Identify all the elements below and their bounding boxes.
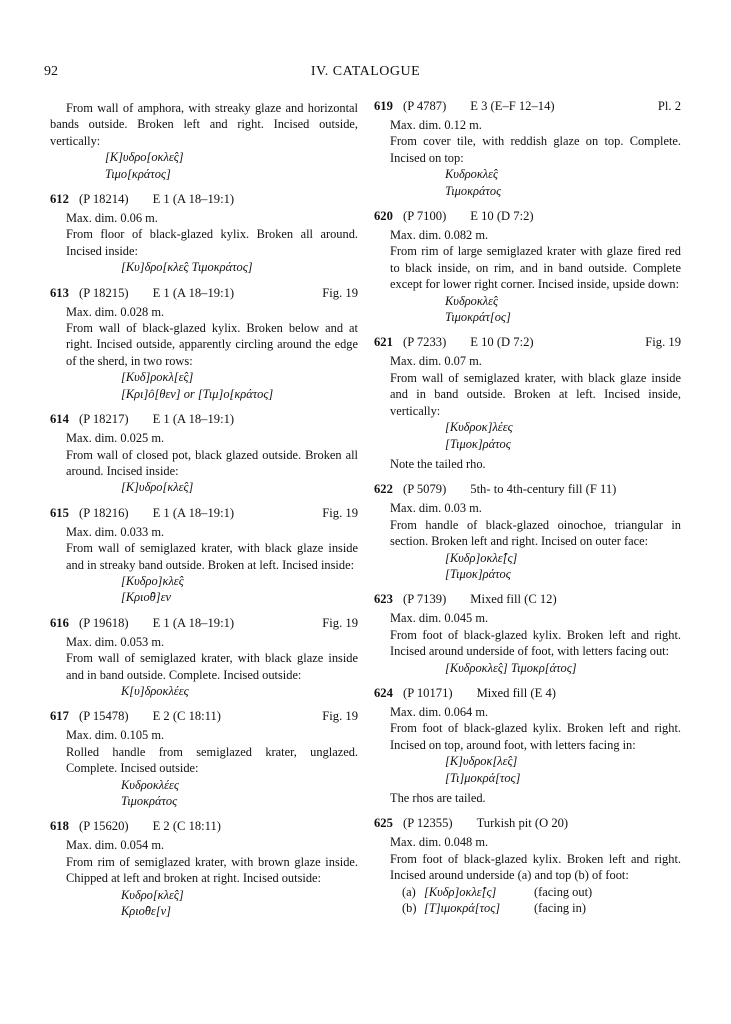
context: E 1 (A 18–19:1)	[152, 412, 235, 427]
right-column	[374, 100, 681, 916]
inscription	[390, 660, 681, 676]
entry-number: 619	[374, 99, 393, 113]
figure-reference: Pl. 2	[657, 99, 681, 113]
inscription-line: Τιμο[κράτος]	[105, 166, 171, 181]
inscription-line: [Κυδρ]οκλε̂[ς]	[445, 550, 518, 565]
figure-reference: Fig. 19	[322, 709, 358, 724]
inscription-line: Τιμοκράτ[ος]	[445, 310, 511, 325]
catalogue-entry-614	[50, 411, 358, 496]
entry-number: 617	[50, 709, 69, 724]
inventory-number: (P 7233)	[403, 335, 447, 350]
catalogue-entry-620	[374, 208, 681, 325]
figure-reference: Fig. 19	[645, 335, 681, 350]
inscription-line: [Κ]υδρο[κλε̂ς]	[121, 480, 194, 495]
entry-description: From wall of closed pot, black glazed outside. Broken all around. Incised inside:	[66, 447, 358, 478]
inventory-number: (P 18215)	[79, 285, 129, 300]
inscription-line: [Κ]υδρο[οκλε̂ς]	[105, 150, 184, 165]
page-header	[0, 64, 731, 84]
dimension: Max. dim. 0.033 m.	[66, 524, 165, 539]
catalogue-entry-625	[374, 815, 681, 916]
entry-heading	[374, 334, 681, 351]
catalogue-entry-618	[50, 818, 358, 919]
inscription-line: Κυδρο[κλε̂ς]	[121, 887, 184, 902]
inscription-line: [Κυδ]ροκλ[ε̂ς]	[121, 370, 194, 385]
inventory-number: (P 18214)	[79, 192, 129, 207]
inventory-number: (P 15478)	[79, 709, 129, 724]
inscription-line: [Κρι]ô[θεν] or [Τιμ]ο[κράτος]	[121, 386, 274, 401]
entry-heading	[50, 615, 358, 632]
inventory-number: (P 7100)	[403, 209, 447, 224]
sub-inscription	[402, 884, 681, 900]
entry-heading	[50, 818, 358, 835]
inscription	[66, 683, 358, 699]
entry-description: From foot of black-glazed kylix. Broken left and right. Incised around underside of foot, with letters facing out:	[390, 627, 681, 659]
inventory-number: (P 7139)	[403, 592, 447, 607]
inscription-line: [Τιμοκ]ράτος	[445, 566, 511, 581]
inscription	[66, 887, 358, 920]
catalogue-entry-623	[374, 591, 681, 676]
entry-note: Note the tailed rho.	[390, 456, 486, 471]
dimension: Max. dim. 0.053 m.	[66, 634, 165, 649]
inventory-number: (P 4787)	[403, 99, 447, 113]
inscription	[50, 149, 358, 182]
entry-number: 615	[50, 505, 69, 520]
entry-description: From wall of semiglazed krater, with black glaze inside and in streaky band outside. Broken at left. Incised inside:	[66, 541, 358, 572]
catalogue-entry-612	[50, 191, 358, 276]
entry-description: From wall of amphora, with streaky glaze and horizontal bands outside. Broken left and right. Incised outside, vertically:	[50, 101, 358, 148]
left-entries	[50, 191, 358, 919]
dimension: Max. dim. 0.105 m.	[66, 728, 165, 743]
inscription	[390, 166, 681, 199]
inscription-line: [Κριο̂θ]εν	[121, 590, 171, 605]
entry-description: From floor of black-glazed kylix. Broken all around. Incised inside:	[66, 227, 358, 258]
context: Mixed fill (C 12)	[470, 592, 557, 607]
inscription-line: [Τι]μοκρά[τος]	[445, 770, 521, 785]
intro-entry	[50, 100, 358, 182]
inventory-number: (P 12355)	[403, 816, 453, 831]
entry-number: 613	[50, 285, 69, 300]
inscription	[390, 419, 681, 452]
catalogue-entry-616	[50, 615, 358, 700]
dimension: Max. dim. 0.06 m.	[66, 211, 158, 226]
sub-text: [Κυδρ]οκλε̂[ς]	[424, 884, 497, 899]
inscription-line: [Κυ]δρο[κλε̂ς Τιμοκράτος]	[121, 260, 253, 275]
inscription-line: [Κυδρο]κλε̂ς	[121, 573, 184, 588]
catalogue-entry-613	[50, 285, 358, 402]
figure-reference: Fig. 19	[322, 285, 358, 300]
inscription-line: Κ[υ]δροκλέες	[121, 683, 189, 698]
catalogue-entry-615	[50, 505, 358, 606]
sub-note: (facing out)	[534, 884, 593, 899]
inscription-line: [Κυδροκ]λέες	[445, 420, 513, 435]
inventory-number: (P 5079)	[403, 482, 447, 497]
inventory-number: (P 18216)	[79, 505, 129, 520]
page-number: 92	[44, 64, 58, 79]
entry-heading	[50, 505, 358, 522]
entry-number: 612	[50, 192, 69, 207]
entry-number: 625	[374, 816, 393, 831]
dimension: Max. dim. 0.03 m.	[390, 501, 482, 516]
entry-number: 614	[50, 412, 69, 427]
entry-number: 624	[374, 685, 393, 700]
dimension: Max. dim. 0.028 m.	[66, 304, 165, 319]
entry-heading	[50, 411, 358, 428]
inscription	[66, 573, 358, 606]
catalogue-entry-617	[50, 708, 358, 809]
entry-heading	[374, 481, 681, 498]
inscription	[66, 259, 358, 275]
context: E 1 (A 18–19:1)	[152, 285, 235, 300]
entry-heading	[50, 191, 358, 208]
inscription	[66, 479, 358, 495]
entry-heading	[50, 285, 358, 302]
sub-note: (facing in)	[534, 901, 586, 916]
inscription	[390, 550, 681, 583]
inscription-line: [Κυδροκλε̂ς] Τιμοκρ[άτος]	[445, 660, 577, 675]
sub-text: [Τ]ιμοκρά[τος]	[424, 901, 501, 916]
context: E 1 (A 18–19:1)	[152, 505, 235, 520]
inscription	[390, 293, 681, 326]
figure-reference: Fig. 19	[322, 615, 358, 630]
inventory-number: (P 18217)	[79, 412, 129, 427]
inscription	[66, 777, 358, 810]
entry-description: From foot of black-glazed kylix. Broken left and right. Incised around underside (a) and top (b) of foot:	[390, 851, 681, 883]
context: Turkish pit (O 20)	[476, 816, 569, 831]
entry-description: From foot of black-glazed kylix. Broken left and right. Incised on top, around foot, with letters facing in:	[390, 721, 681, 752]
catalogue-entry-621	[374, 334, 681, 472]
inscription	[66, 369, 358, 402]
running-head: IV. CATALOGUE	[310, 64, 421, 79]
inscription-line: Κριο̂θε[ν]	[121, 904, 171, 919]
entry-description: From wall of semiglazed krater, with black glaze inside and in band outside. Complete. Incised outside:	[66, 651, 358, 682]
left-column	[50, 100, 358, 919]
dimension: Max. dim. 0.07 m.	[390, 354, 482, 369]
dimension: Max. dim. 0.048 m.	[390, 835, 489, 850]
inscription	[390, 753, 681, 786]
inscription-line: [Τιμοκ]ράτος	[445, 436, 511, 451]
entry-description: From wall of semiglazed krater, with black glaze inside and in band outside. Broken at left. Incised inside, vertically:	[390, 370, 681, 418]
catalogue-entry-619	[374, 98, 681, 199]
entry-number: 623	[374, 592, 393, 607]
right-entries	[374, 98, 681, 806]
entry-heading	[374, 98, 681, 115]
context: E 1 (A 18–19:1)	[152, 615, 235, 630]
inventory-number: (P 15620)	[79, 819, 129, 834]
dimension: Max. dim. 0.082 m.	[390, 228, 489, 243]
inscription-line: Κυδροκλε̂ς	[445, 167, 499, 182]
context: E 10 (D 7:2)	[470, 209, 534, 224]
context: Mixed fill (E 4)	[476, 685, 556, 700]
catalogue-entry-622	[374, 481, 681, 582]
entry-number: 616	[50, 615, 69, 630]
context: E 3 (E–F 12–14)	[470, 99, 555, 113]
entry-heading	[374, 685, 681, 702]
entry-description: From rim of semiglazed krater, with brown glaze inside. Chipped at left and broken at right. Incised outside:	[66, 854, 358, 886]
dimension: Max. dim. 0.12 m.	[390, 118, 482, 132]
dimension: Max. dim. 0.025 m.	[66, 431, 165, 446]
sub-inscription	[402, 900, 681, 916]
dimension: Max. dim. 0.045 m.	[390, 611, 489, 626]
inventory-number: (P 19618)	[79, 615, 129, 630]
figure-reference: Fig. 19	[322, 505, 358, 520]
inscription-line: Τιμοκράτος	[121, 794, 178, 808]
context: E 10 (D 7:2)	[470, 335, 534, 350]
inscription-line: Κυδροκλε̂ς	[445, 293, 499, 308]
entry-number: 620	[374, 209, 393, 224]
inscription-line: [Κ]υδροκ[λε̂ς]	[445, 754, 518, 769]
sub-label: (a)	[402, 884, 416, 899]
dimension: Max. dim. 0.064 m.	[390, 704, 489, 719]
entry-description: From rim of large semiglazed krater with glaze fired red to black inside, on rim, and in band outside. Complete except for lower right corner. Incised inside, upside down:	[390, 244, 681, 292]
inscription-line: Κυδροκλέες	[121, 777, 179, 792]
entry-description: Rolled handle from semiglazed krater, unglazed. Complete. Incised outside:	[66, 744, 358, 776]
sub-label: (b)	[402, 901, 417, 916]
context: E 2 (C 18:11)	[152, 709, 222, 724]
entry-description: From cover tile, with reddish glaze on top. Complete. Incised on top:	[390, 134, 681, 165]
context: E 2 (C 18:11)	[152, 819, 222, 834]
entry-number: 622	[374, 482, 393, 497]
entry-heading	[374, 591, 681, 608]
entry-description: From wall of black-glazed kylix. Broken below and at right. Incised outside, apparently circling around the edge of the sherd, in two rows:	[66, 321, 358, 368]
catalogue-entry-624	[374, 685, 681, 806]
dimension: Max. dim. 0.054 m.	[66, 838, 165, 853]
entry-heading	[374, 208, 681, 225]
inscription-line: Τιμοκράτος	[445, 183, 502, 198]
entry-description: From handle of black-glazed oinochoe, triangular in section. Broken left and right. Incised on outer face:	[390, 517, 681, 549]
entry-heading	[50, 708, 358, 725]
context: E 1 (A 18–19:1)	[152, 192, 235, 207]
entry-number: 621	[374, 335, 393, 350]
entry-heading	[374, 815, 681, 832]
inventory-number: (P 10171)	[403, 685, 453, 700]
entry-note: The rhos are tailed.	[390, 791, 486, 805]
entry-number: 618	[50, 819, 69, 834]
context: 5th- to 4th-century fill (F 11)	[470, 482, 617, 497]
